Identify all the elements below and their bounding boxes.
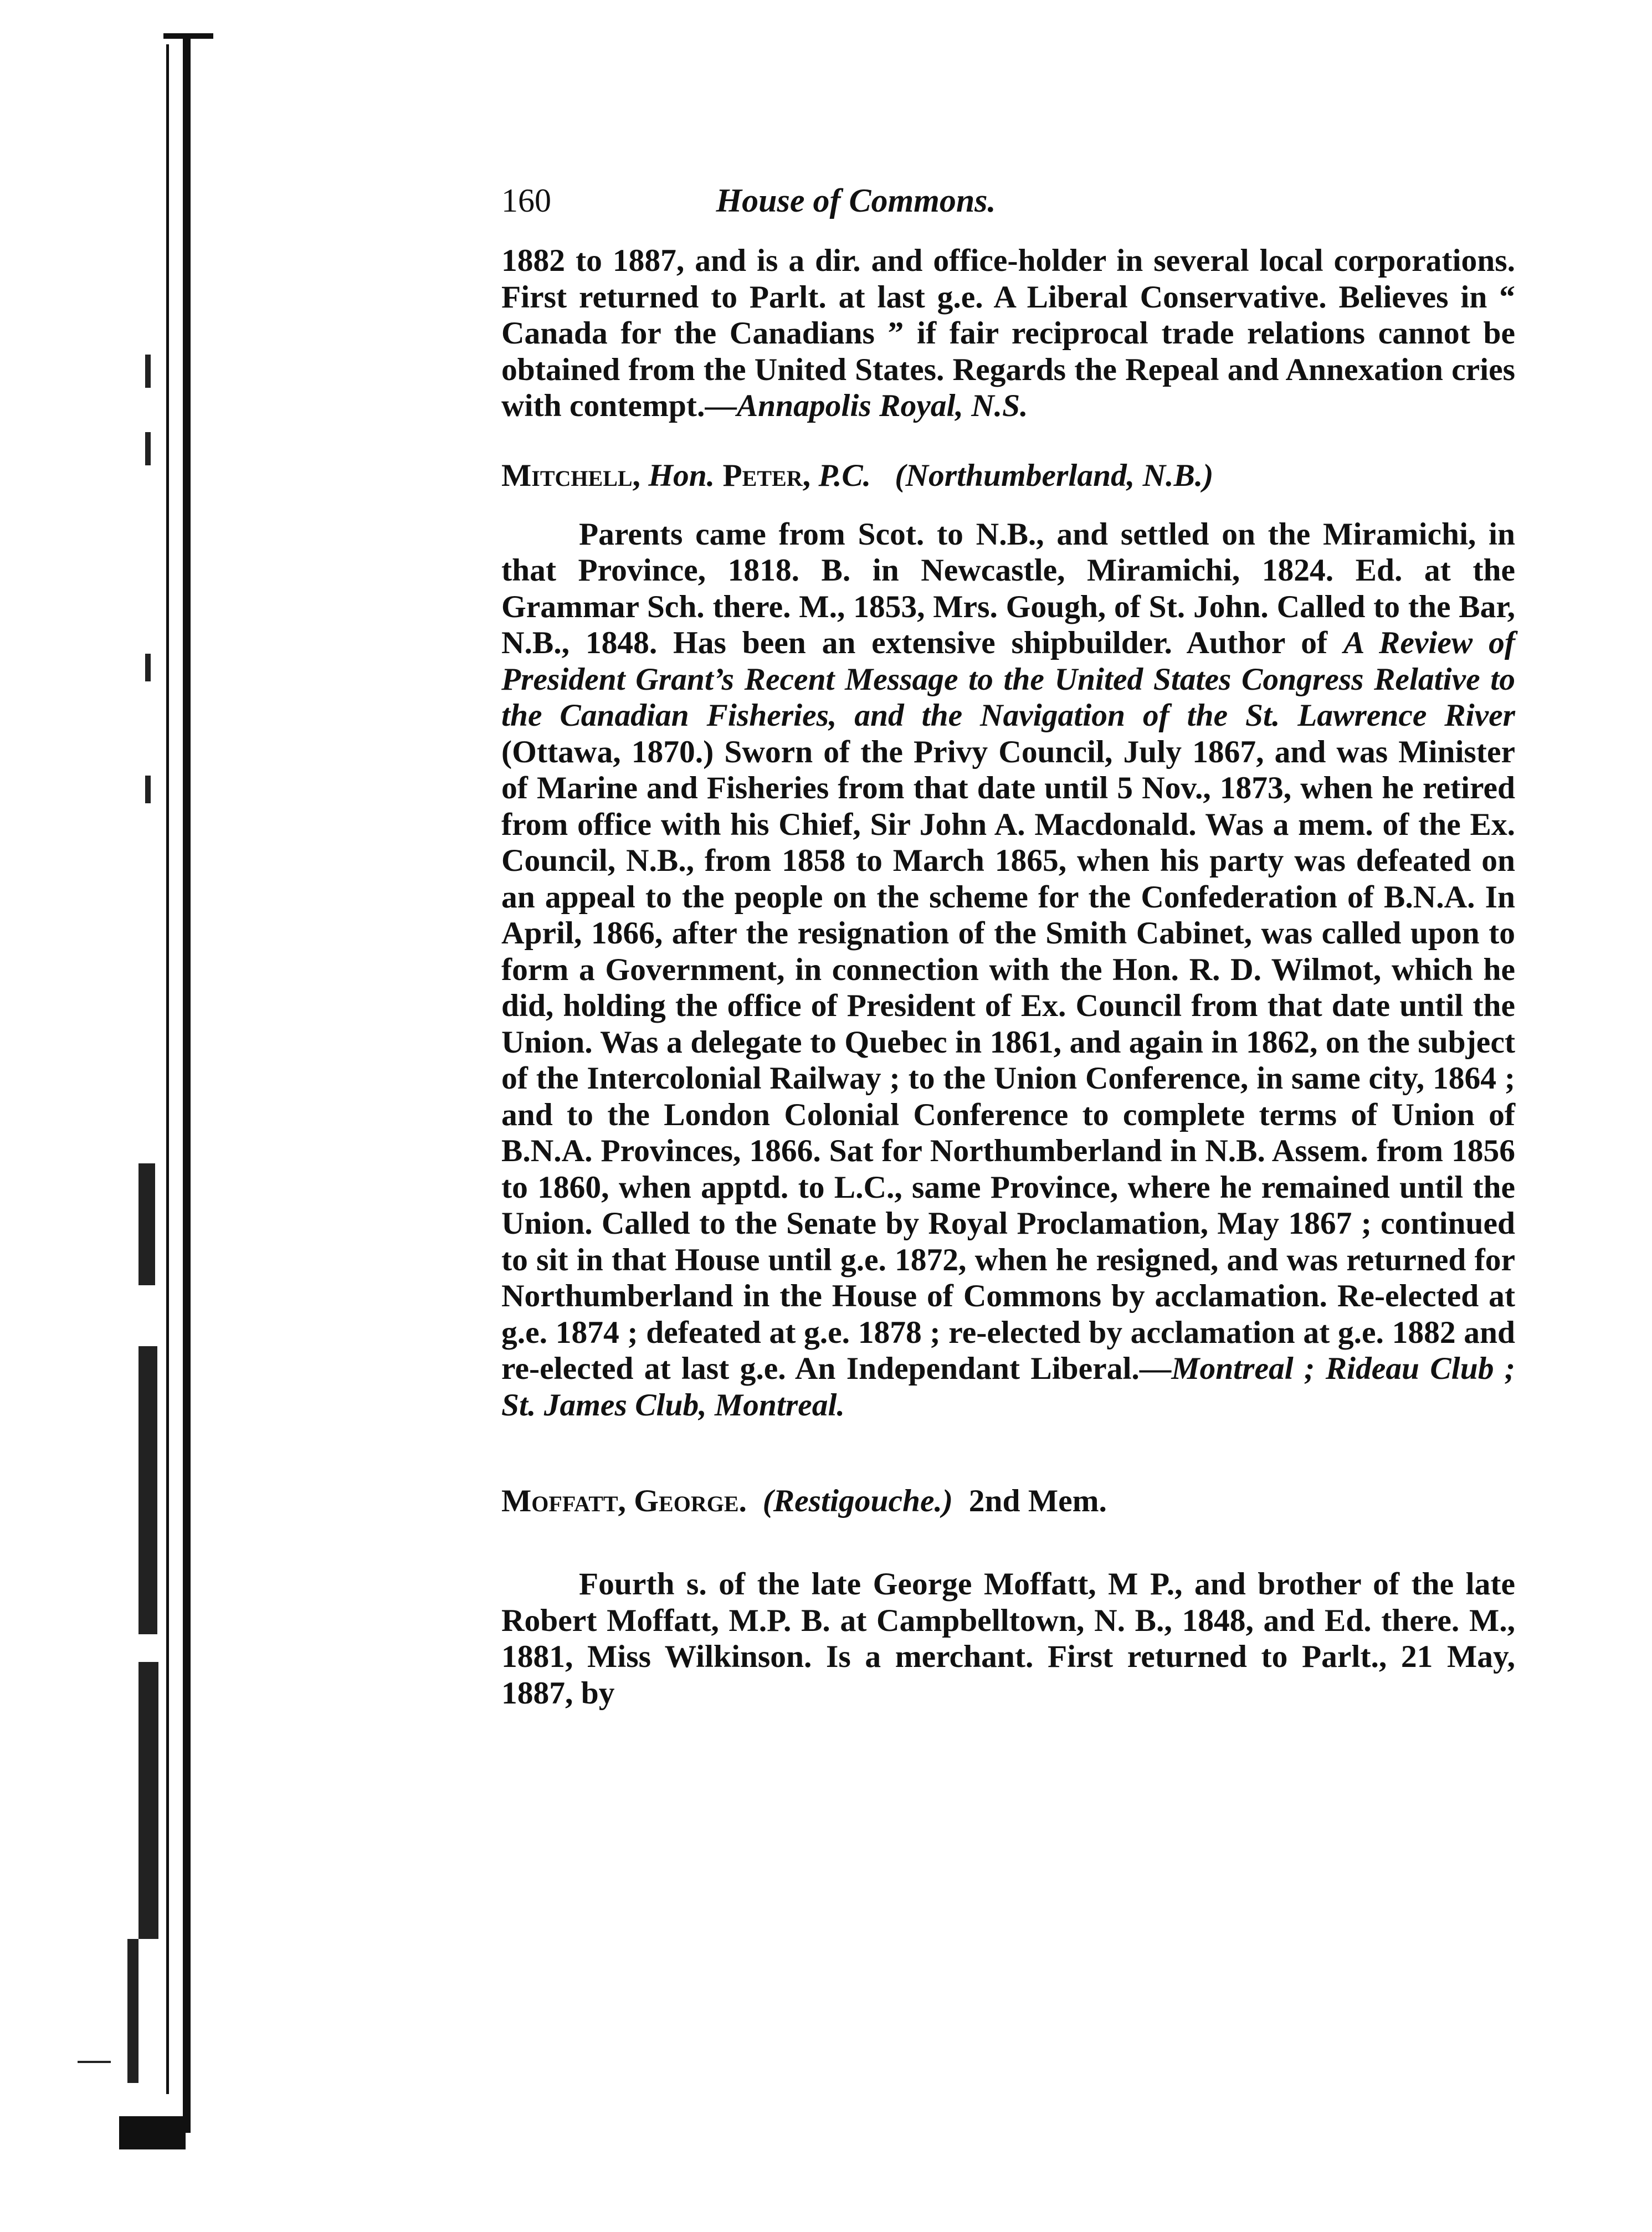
entry-surname: Mitchell,: [501, 458, 640, 493]
continued-entry: [501, 243, 1515, 424]
entry-title: P.C.: [818, 458, 871, 493]
entry-biography-mitchell: [501, 516, 1515, 1424]
entry-riding: (Northumberland, N.B.): [895, 458, 1214, 493]
page-number: 160: [501, 182, 551, 219]
book-title: A Review of President Grant’s Recent Message to the United States Congress Relative to the Canadian Fisheries, and the Navigation of the St. Lawrence River: [501, 625, 1515, 733]
page-binding-edge: [0, 0, 211, 2232]
continued-entry-text: 1882 to 1887, and is a dir. and office-holder in several local corporations. First returned to Parlt. at last g.e. A Liberal Conservative. Believes in “ Canada for the Canadians ” if fair reciprocal trade relations cannot be obtained from the United States. Regards the Repeal and Annexation cries with contempt.—: [501, 243, 1515, 423]
continued-entry-address: Annapolis Royal, N.S.: [736, 388, 1028, 423]
running-title: House of Commons.: [716, 182, 996, 219]
entry-address: Montreal ; Rideau Club ; St. James Club, Montreal.: [501, 1351, 1515, 1423]
entry-heading-mitchell: [501, 458, 1515, 494]
entry-biography-moffatt: [501, 1566, 1515, 1711]
biography-text: Fourth s. of the late George Moffatt, M P., and brother of the late Robert Moffatt, M.P. B. at Campbelltown, N. B., 1848, and Ed. there. M., 1881, Miss Wilkinson. Is a merchant. First returned to Parlt., 21 May, 1887, by: [501, 1567, 1515, 1711]
entry-name: Moffatt, George.: [501, 1484, 747, 1518]
biography-text: Parents came from Scot. to N.B., and settled on the Miramichi, in that Province, 1818. B. in Newcastle, Miramichi, 1824. Ed. at the Grammar Sch. there. M., 1853, Mrs. Gough, of St. John. Called to the Bar, N.B., 1848. Has been an extensive shipbuilder. Author of: [501, 516, 1515, 660]
book-page: [501, 172, 1515, 1711]
biography-text: (Ottawa, 1870.) Sworn of the Privy Council, July 1867, and was Minister of Marine and Fisheries from that date until 5 Nov., 1873, when he retired from office with his Chief, Sir John A. Macdonald. Was a mem. of the Ex. Council, N.B., from 1858 to March 1865, when his party was defeated on an appeal to the people on the scheme for the Confederation of B.N.A. In April, 1866, after the resignation of the Smith Cabinet, was called upon to form a Government, in connection with the Hon. R. D. Wilmot, which he did, holding the office of President of Ex. Council from that date until the Union. Was a delegate to Quebec in 1861, and again in 1862, on the subject of the Intercolonial Railway ; to the Union Conference, in same city, 1864 ; and to the London Colonial Conference to complete terms of Union of B.N.A. Provinces, 1866. Sat for Northumberland in N.B. Assem. from 1856 to 1860, when apptd. to L.C., same Province, where he remained until the Union. Called to the Senate by Royal Proclamation, May 1867 ; continued to sit in that House until g.e. 1872, when he resigned, and was returned for Northumberland in the House of Commons by acclamation. Re-elected at g.e. 1874 ; defeated at g.e. 1878 ; re-elected by acclamation at g.e. 1882 and re-elected at last g.e. An Independant Liberal.—: [501, 734, 1515, 1386]
entry-riding: (Restigouche.): [762, 1484, 953, 1518]
entry-honorific: Hon.: [648, 458, 715, 493]
member-note: 2nd Mem.: [968, 1484, 1107, 1518]
running-head: [501, 172, 1515, 238]
entry-heading-moffatt: [501, 1483, 1515, 1520]
entry-given-name: Peter,: [722, 458, 810, 493]
